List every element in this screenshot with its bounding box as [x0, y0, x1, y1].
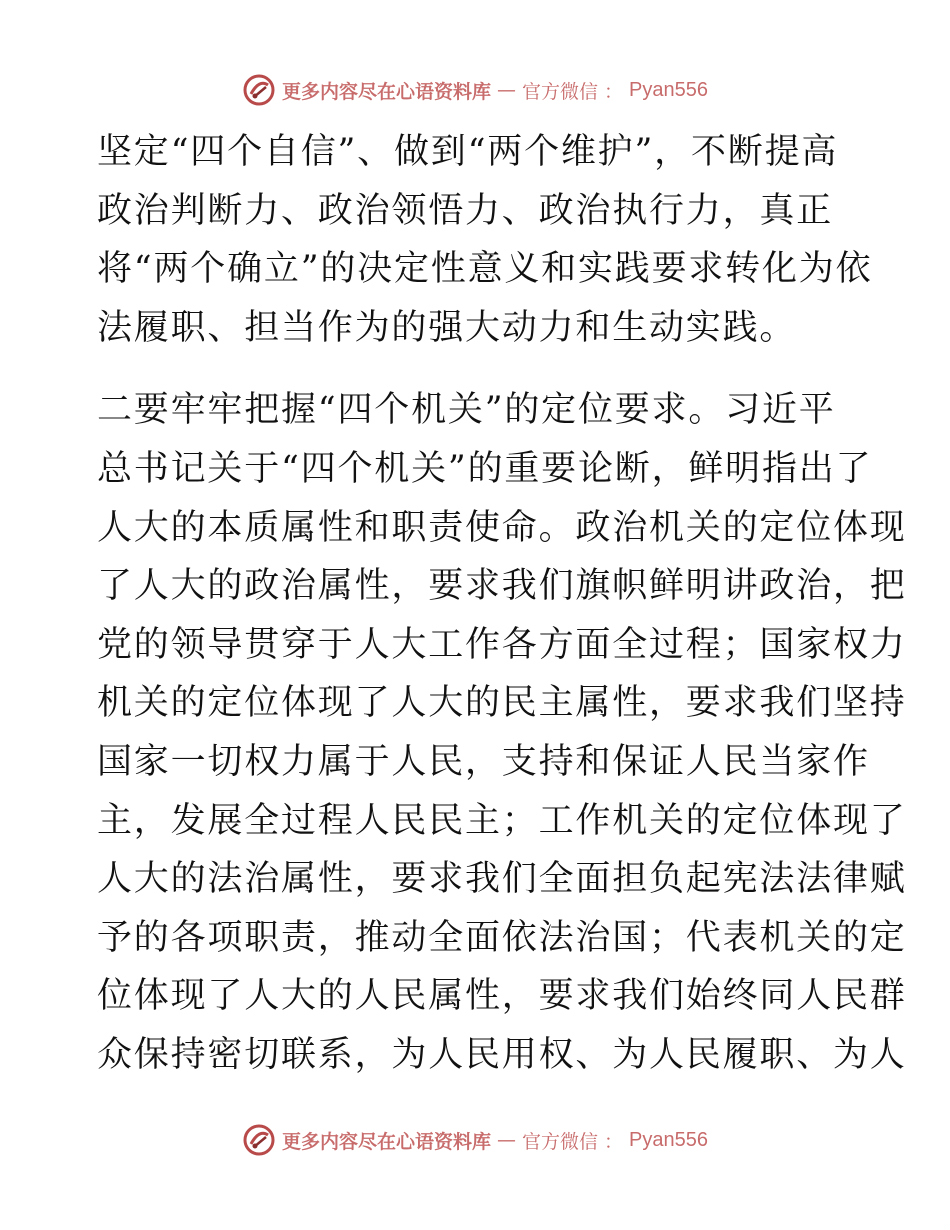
text-line: 二要牢牢把握“四个机关”的定位要求。习近平 [97, 390, 836, 431]
text-line: 法履职、担当作为的强大动力和生动实践。 [97, 307, 797, 348]
paragraph-1 [97, 123, 873, 357]
banner-text: 更多内容尽在心语资料库 [281, 80, 491, 103]
footer-banner [0, 1120, 950, 1160]
text-line: 众保持密切联系，为人民用权、为人民履职、为人 [97, 1034, 907, 1075]
document-body [97, 123, 907, 1085]
banner-wechat-id: Pyan556 [629, 1128, 708, 1151]
text-line: 总书记关于“四个机关”的重要论断，鲜明指出了 [97, 448, 873, 489]
text-line: 予的各项职责，推动全面依法治国；代表机关的定 [97, 917, 907, 958]
text-line: 了人大的政治属性，要求我们旗帜鲜明讲政治，把 [97, 566, 907, 607]
text-line: 党的领导贯穿于人大工作各方面全过程；国家权力 [97, 624, 907, 665]
brand-logo-icon [242, 73, 276, 107]
banner-colon: ： [604, 80, 624, 103]
banner-dash: — [497, 79, 516, 101]
banner-dash: — [497, 1129, 516, 1151]
paragraph-2 [97, 381, 907, 1084]
text-line: 政治判断力、政治领悟力、政治执行力，真正 [97, 190, 834, 231]
banner-text: 更多内容尽在心语资料库 [281, 1130, 491, 1153]
text-line: 位体现了人大的人民属性，要求我们始终同人民群 [97, 976, 907, 1017]
text-line: 机关的定位体现了人大的民主属性，要求我们坚持 [97, 683, 907, 724]
text-line: 人大的法治属性，要求我们全面担负起宪法法律赋 [97, 859, 907, 900]
banner-colon: ： [604, 1130, 624, 1153]
brand-logo-icon [242, 1123, 276, 1157]
text-line: 主，发展全过程人民民主；工作机关的定位体现了 [97, 800, 907, 841]
text-line: 国家一切权力属于人民，支持和保证人民当家作 [97, 741, 870, 782]
paragraph-gap [97, 357, 857, 381]
header-banner [0, 70, 950, 110]
banner-brand: 官方微信 [522, 1130, 599, 1153]
banner-wechat-id: Pyan556 [629, 78, 708, 101]
banner-brand: 官方微信 [522, 80, 599, 103]
text-line: 人大的本质属性和职责使命。政治机关的定位体现 [97, 507, 907, 548]
text-line: 将“两个确立”的决定性意义和实践要求转化为依 [97, 249, 873, 290]
text-line: 坚定“四个自信”、做到“两个维护”，不断提高 [97, 132, 839, 172]
